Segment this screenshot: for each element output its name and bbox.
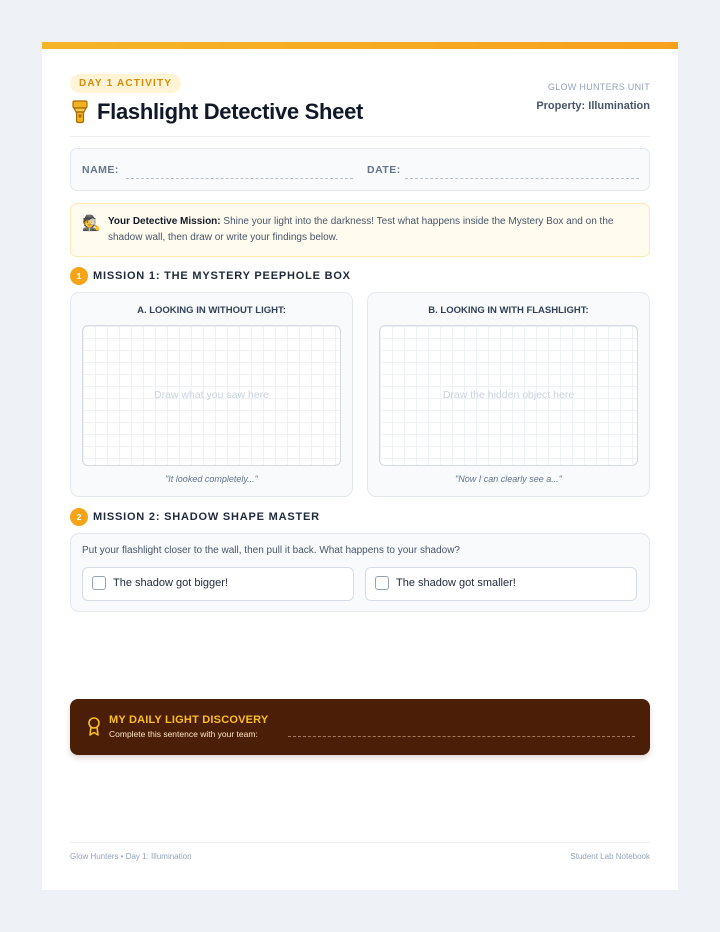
panel-b-title: B. LOOKING IN WITH FLASHLIGHT: bbox=[428, 305, 589, 316]
panel-a-title: A. LOOKING IN WITHOUT LIGHT: bbox=[137, 305, 286, 316]
date-field[interactable] bbox=[405, 178, 639, 179]
mission-intro-body: Shine your light into the darkness! Test what happens inside the Mystery Box and on the shadow wall, then draw or write your findings below. bbox=[108, 216, 614, 243]
date-label: DATE: bbox=[367, 164, 401, 176]
discovery-title: MY DAILY LIGHT DISCOVERY bbox=[109, 714, 269, 726]
day-badge: DAY 1 ACTIVITY bbox=[70, 74, 181, 93]
panel-without-light bbox=[70, 292, 353, 497]
property-label: Property: Illumination bbox=[536, 100, 650, 112]
mission2-title: MISSION 2: SHADOW SHAPE MASTER bbox=[93, 511, 320, 523]
top-accent-bar bbox=[42, 42, 678, 49]
caption-b: "Now I can clearly see a..." bbox=[455, 474, 562, 484]
drawing-area-b[interactable] bbox=[379, 325, 638, 466]
discovery-answer-field[interactable] bbox=[288, 736, 635, 737]
panel-with-flashlight bbox=[367, 292, 650, 497]
name-field[interactable] bbox=[126, 178, 353, 179]
footer-right: Student Lab Notebook bbox=[570, 852, 650, 861]
mission1-title: MISSION 1: THE MYSTERY PEEPHOLE BOX bbox=[93, 270, 351, 282]
option-smaller-label: The shadow got smaller! bbox=[396, 577, 516, 589]
mission1-header bbox=[70, 267, 351, 285]
award-ribbon-icon bbox=[87, 717, 101, 736]
mission-intro-label: Your Detective Mission: bbox=[108, 216, 221, 227]
discovery-subtitle: Complete this sentence with your team: bbox=[109, 729, 258, 739]
title-row bbox=[70, 98, 363, 126]
option-smaller[interactable] bbox=[365, 567, 637, 601]
drawing-hint-a: Draw what you saw here bbox=[154, 389, 269, 401]
caption-a: "It looked completely..." bbox=[165, 474, 258, 484]
checkbox-bigger[interactable] bbox=[92, 576, 106, 590]
footer-left: Glow Hunters • Day 1: Illumination bbox=[70, 852, 192, 861]
flashlight-icon bbox=[70, 100, 90, 124]
discovery-banner bbox=[70, 699, 650, 755]
name-label: NAME: bbox=[82, 164, 119, 176]
mission2-number: 2 bbox=[70, 508, 88, 526]
page-title: Flashlight Detective Sheet bbox=[97, 99, 364, 124]
mission-intro-box bbox=[70, 203, 650, 257]
student-info-box bbox=[70, 148, 650, 191]
option-bigger-label: The shadow got bigger! bbox=[113, 577, 228, 589]
unit-label: GLOW HUNTERS UNIT bbox=[547, 82, 650, 92]
drawing-area-a[interactable] bbox=[82, 325, 341, 466]
mission2-header bbox=[70, 508, 320, 526]
mission2-box bbox=[70, 533, 650, 612]
mission1-number: 1 bbox=[70, 267, 88, 285]
footer-divider bbox=[70, 842, 650, 843]
mission-intro-text bbox=[108, 214, 638, 246]
worksheet-page bbox=[42, 42, 678, 890]
header-divider bbox=[70, 136, 650, 137]
checkbox-smaller[interactable] bbox=[375, 576, 389, 590]
option-bigger[interactable] bbox=[82, 567, 354, 601]
drawing-hint-b: Draw the hidden object here bbox=[442, 389, 575, 401]
detective-icon: 🕵️ bbox=[82, 215, 101, 232]
mission2-question: Put your flashlight closer to the wall, then pull it back. What happens to your shadow? bbox=[82, 545, 460, 556]
